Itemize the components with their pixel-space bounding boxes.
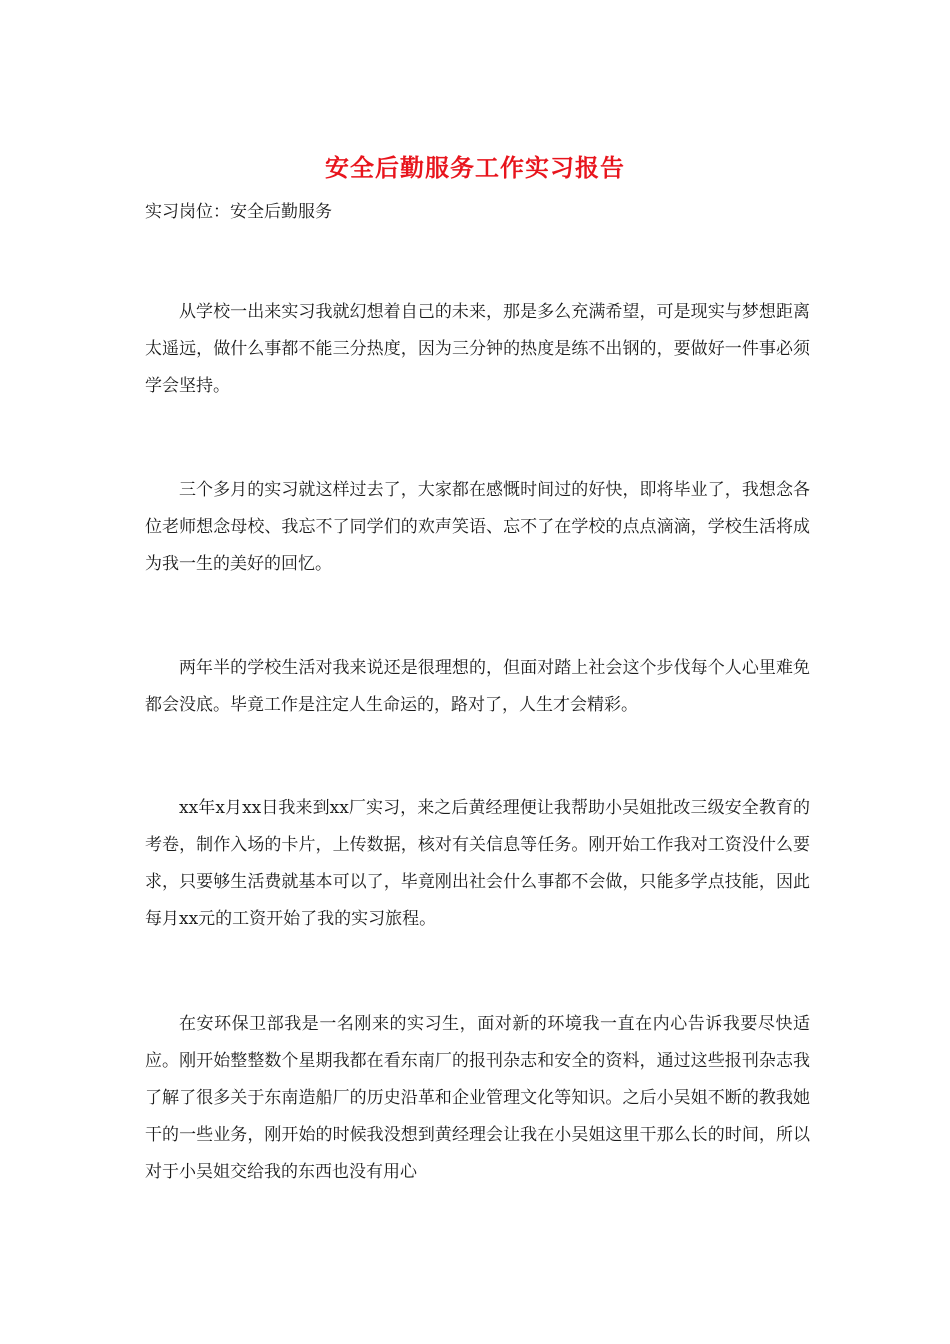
document-subtitle: 实习岗位：安全后勤服务 bbox=[145, 202, 332, 222]
paragraph: 三个多月的实习就这样过去了，大家都在感慨时间过的好快，即将毕业了，我想念各位老师想念母校、我忘不了同学们的欢声笑语、忘不了在学校的点点滴滴，学校生活将成为我一生的美好的回忆。 bbox=[145, 480, 810, 574]
paragraph: 两年半的学校生活对我来说还是很理想的，但面对踏上社会这个步伐每个人心里难免都会没底。毕竟工作是注定人生命运的，路对了，人生才会精彩。 bbox=[145, 658, 810, 715]
paragraph: xx年x月xx日我来到xx厂实习，来之后黄经理便让我帮助小吴姐批改三级安全教育的考卷，制作入场的卡片，上传数据，核对有关信息等任务。刚开始工作我对工资没什么要求，只要够生活费就基本可以了，毕竟刚出社会什么事都不会做，只能多学点技能，因此每月xx元的工资开始了我的实习旅程。 bbox=[145, 798, 810, 929]
paragraph: 在安环保卫部我是一名刚来的实习生，面对新的环境我一直在内心告诉我要尽快适应。刚开始整整数个星期我都在看东南厂的报刊杂志和安全的资料，通过这些报刊杂志我了解了很多关于东南造船厂的历史沿革和企业管理文化等知识。之后小吴姐不断的教我她干的一些业务，刚开始的时候我没想到黄经理会让我在小吴姐这里干那么长的时间，所以对于小吴姐交给我的东西也没有用心 bbox=[145, 1014, 810, 1182]
document-title: 安全后勤服务工作实习报告 bbox=[325, 153, 625, 182]
paragraph: 从学校一出来实习我就幻想着自己的未来，那是多么充满希望，可是现实与梦想距离太遥远，做什么事都不能三分热度，因为三分钟的热度是练不出钢的，要做好一件事必须学会坚持。 bbox=[145, 302, 810, 396]
